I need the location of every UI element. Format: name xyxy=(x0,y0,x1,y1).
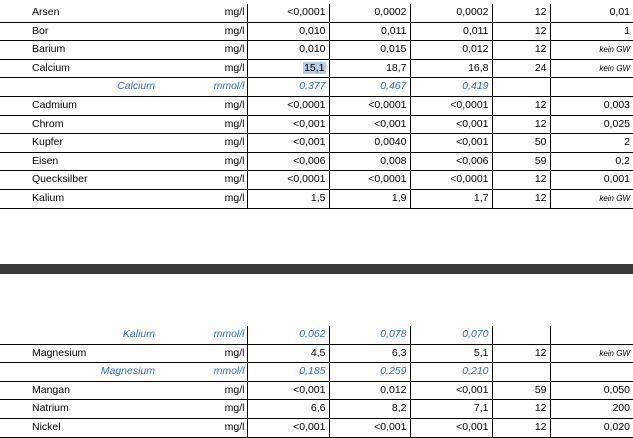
count-cell-text: 12 xyxy=(534,43,547,56)
value-cell-3 xyxy=(410,4,492,22)
value-cell-2 xyxy=(329,41,410,60)
parameter-cell xyxy=(0,363,159,382)
value-cell-1 xyxy=(247,41,329,60)
parameter-cell xyxy=(0,134,159,153)
value-cell-3 xyxy=(410,344,492,363)
unit-cell xyxy=(159,400,247,419)
value-cell-2-text: 18,7 xyxy=(386,61,407,74)
value-cell-1 xyxy=(247,344,329,363)
value-cell-3 xyxy=(410,326,492,344)
value-cell-2-text: 6,3 xyxy=(391,346,407,359)
value-cell-2-text: 0,011 xyxy=(381,24,407,37)
value-cell-3-text: 0,419 xyxy=(462,80,489,93)
value-cell-3-text: 0,011 xyxy=(463,24,489,37)
value-cell-3 xyxy=(410,22,492,41)
limit-cell xyxy=(550,134,633,153)
value-cell-1-text: 0,062 xyxy=(299,328,326,340)
table-row xyxy=(0,22,633,41)
count-cell xyxy=(492,96,550,115)
parameter-cell-text: Kalium xyxy=(122,328,155,340)
limit-cell xyxy=(550,78,633,97)
value-cell-1-text: <0,001 xyxy=(293,383,326,396)
count-cell-text: 12 xyxy=(534,420,547,433)
count-cell-text: 12 xyxy=(534,191,547,204)
table-row xyxy=(0,59,633,78)
unit-cell-text: mmol/l xyxy=(213,80,245,93)
value-cell-3-text: <0,0001 xyxy=(450,98,489,111)
value-cell-2 xyxy=(329,400,410,419)
parameter-cell-text: Cadmium xyxy=(32,98,77,111)
count-cell-text: 59 xyxy=(534,383,547,396)
value-cell-2 xyxy=(329,418,410,437)
value-cell-3 xyxy=(410,381,492,400)
value-cell-3-text: 0,012 xyxy=(462,43,489,56)
value-cell-3-text: <0,001 xyxy=(456,117,489,130)
unit-cell xyxy=(159,22,247,41)
count-cell xyxy=(492,344,550,363)
value-cell-1 xyxy=(247,381,329,400)
value-cell-3-text: 1,7 xyxy=(473,191,489,204)
value-cell-3-text: 0,0002 xyxy=(456,6,489,18)
value-cell-1-text: <0,001 xyxy=(293,117,326,130)
water-analysis-table-top xyxy=(0,4,633,209)
unit-cell-text: mg/l xyxy=(224,6,245,18)
value-cell-3-text: <0,006 xyxy=(456,154,489,167)
value-cell-3 xyxy=(410,59,492,78)
count-cell xyxy=(492,78,550,97)
parameter-cell-text: Calcium xyxy=(117,80,155,93)
parameter-cell xyxy=(0,326,159,344)
value-cell-1 xyxy=(247,171,329,190)
count-cell xyxy=(492,363,550,382)
count-cell xyxy=(492,22,550,41)
parameter-cell xyxy=(0,41,159,60)
limit-cell-text: 0,001 xyxy=(603,173,630,186)
value-cell-1 xyxy=(247,418,329,437)
unit-cell xyxy=(159,78,247,97)
value-cell-1 xyxy=(247,22,329,41)
parameter-cell-text: Eisen xyxy=(32,154,59,167)
limit-cell xyxy=(550,41,633,60)
value-cell-2-text: <0,0001 xyxy=(368,98,407,111)
table-row xyxy=(0,134,633,153)
count-cell xyxy=(492,326,550,344)
unit-cell xyxy=(159,363,247,382)
value-cell-1-text: 1,5 xyxy=(310,191,326,204)
parameter-cell xyxy=(0,96,159,115)
limit-cell xyxy=(550,4,633,22)
limit-cell-text: 200 xyxy=(612,402,630,415)
unit-cell xyxy=(159,344,247,363)
parameter-cell-text: Mangan xyxy=(32,383,70,396)
value-cell-2-text: <0,0001 xyxy=(368,173,407,186)
unit-cell-text: mg/l xyxy=(224,98,245,111)
limit-cell xyxy=(550,96,633,115)
limit-cell xyxy=(550,59,633,78)
value-cell-1-text: 15,1 xyxy=(304,61,325,74)
value-cell-2 xyxy=(329,381,410,400)
value-cell-3 xyxy=(410,134,492,153)
limit-cell xyxy=(550,418,633,437)
count-cell xyxy=(492,400,550,419)
parameter-cell-text: Kalium xyxy=(32,191,65,204)
parameter-cell xyxy=(0,22,159,41)
unit-cell-text: mmol/l xyxy=(213,328,245,340)
value-cell-3 xyxy=(410,418,492,437)
parameter-cell-text: Barium xyxy=(32,43,66,56)
unit-cell xyxy=(159,381,247,400)
count-cell xyxy=(492,381,550,400)
value-cell-2 xyxy=(329,134,410,153)
table-row xyxy=(0,96,633,115)
limit-cell xyxy=(550,152,633,171)
count-cell xyxy=(492,115,550,134)
value-cell-2 xyxy=(329,363,410,382)
page-gap xyxy=(0,226,633,264)
parameter-cell xyxy=(0,115,159,134)
value-cell-1-text: 0,010 xyxy=(299,43,326,56)
value-cell-3-text: <0,001 xyxy=(456,383,489,396)
unit-cell-text: mg/l xyxy=(224,154,245,167)
count-cell-text: 12 xyxy=(534,173,547,186)
value-cell-2-text: 0,015 xyxy=(380,43,407,56)
value-cell-1 xyxy=(247,400,329,419)
parameter-cell xyxy=(0,400,159,419)
value-cell-1-text: <0,0001 xyxy=(287,6,326,18)
value-cell-1-text: <0,0001 xyxy=(287,98,326,111)
limit-cell-text: kein GW xyxy=(599,45,630,55)
unit-cell xyxy=(159,115,247,134)
value-cell-3 xyxy=(410,78,492,97)
limit-cell xyxy=(550,363,633,382)
count-cell-text: 12 xyxy=(534,24,547,37)
value-cell-2-text: 0,012 xyxy=(380,383,407,396)
limit-cell-text: 0,020 xyxy=(603,420,630,433)
unit-cell-text: mg/l xyxy=(224,136,245,149)
parameter-cell-text: Magnesium xyxy=(32,346,87,359)
value-cell-1-text: <0,0001 xyxy=(287,173,326,186)
limit-cell xyxy=(550,381,633,400)
table-row xyxy=(0,4,633,22)
unit-cell xyxy=(159,152,247,171)
parameter-cell-text: Kupfer xyxy=(32,136,63,149)
unit-cell-text: mg/l xyxy=(224,173,245,186)
value-cell-3 xyxy=(410,115,492,134)
unit-cell xyxy=(159,171,247,190)
value-cell-1 xyxy=(247,363,329,382)
value-cell-3-text: <0,0001 xyxy=(450,173,489,186)
table-row xyxy=(0,115,633,134)
table-row-mmol xyxy=(0,78,633,97)
value-cell-2 xyxy=(329,59,410,78)
unit-cell-text: mg/l xyxy=(224,24,245,37)
value-cell-1 xyxy=(247,152,329,171)
table-row xyxy=(0,152,633,171)
value-cell-2-text: 0,467 xyxy=(380,80,407,93)
value-cell-2 xyxy=(329,115,410,134)
value-cell-2 xyxy=(329,22,410,41)
value-cell-3-text: 5,1 xyxy=(473,346,489,359)
limit-cell-text: 0,01 xyxy=(609,6,630,18)
limit-cell-text: 0,2 xyxy=(615,154,630,167)
count-cell-text: 24 xyxy=(534,61,547,74)
parameter-cell-text: Magnesium xyxy=(100,365,155,378)
value-cell-2 xyxy=(329,4,410,22)
value-cell-3-text: 16,8 xyxy=(468,61,489,74)
count-cell xyxy=(492,134,550,153)
value-cell-1 xyxy=(247,96,329,115)
parameter-cell xyxy=(0,381,159,400)
table-row xyxy=(0,400,633,419)
unit-cell-text: mg/l xyxy=(224,43,245,56)
value-cell-2-text: 0,0002 xyxy=(374,6,407,18)
parameter-cell xyxy=(0,59,159,78)
value-cell-2 xyxy=(329,152,410,171)
value-cell-2-text: 0,0040 xyxy=(374,136,407,149)
value-cell-1 xyxy=(247,59,329,78)
value-cell-3 xyxy=(410,152,492,171)
parameter-cell xyxy=(0,4,159,22)
table-row xyxy=(0,344,633,363)
value-cell-2 xyxy=(329,326,410,344)
value-cell-1 xyxy=(247,78,329,97)
table-row xyxy=(0,171,633,190)
unit-cell-text: mg/l xyxy=(224,402,245,415)
unit-cell xyxy=(159,134,247,153)
unit-cell-text: mg/l xyxy=(224,191,245,204)
value-cell-2-text: 1,9 xyxy=(391,191,407,204)
unit-cell xyxy=(159,4,247,22)
unit-cell-text: mg/l xyxy=(224,117,245,130)
value-cell-1-text: 0,377 xyxy=(299,80,326,93)
unit-cell xyxy=(159,418,247,437)
water-analysis-table-bottom xyxy=(0,326,633,438)
page-divider xyxy=(0,264,633,274)
value-cell-2-text: <0,001 xyxy=(374,117,407,130)
count-cell xyxy=(492,41,550,60)
parameter-cell xyxy=(0,418,159,437)
parameter-cell-text: Nickel xyxy=(32,420,61,433)
unit-cell xyxy=(159,59,247,78)
parameter-cell xyxy=(0,78,159,97)
parameter-cell xyxy=(0,152,159,171)
count-cell xyxy=(492,418,550,437)
value-cell-1-text: 0,185 xyxy=(299,365,326,378)
value-cell-2 xyxy=(329,344,410,363)
count-cell xyxy=(492,189,550,208)
count-cell-text: 12 xyxy=(534,402,547,415)
unit-cell-text: mg/l xyxy=(224,383,245,396)
value-cell-1 xyxy=(247,326,329,344)
count-cell-text: 12 xyxy=(534,6,547,18)
value-cell-1-text: <0,006 xyxy=(293,154,326,167)
value-cell-3-text: <0,001 xyxy=(456,420,489,433)
value-cell-3 xyxy=(410,171,492,190)
unit-cell xyxy=(159,41,247,60)
value-cell-1-text: <0,001 xyxy=(293,136,326,149)
value-cell-2 xyxy=(329,171,410,190)
count-cell-text: 59 xyxy=(534,154,547,167)
value-cell-1-text: <0,001 xyxy=(293,420,326,433)
table-row xyxy=(0,41,633,60)
limit-cell xyxy=(550,115,633,134)
limit-cell-text: 2 xyxy=(624,136,630,149)
value-cell-2-text: 0,259 xyxy=(380,365,407,378)
table-row xyxy=(0,381,633,400)
limit-cell xyxy=(550,326,633,344)
value-cell-1 xyxy=(247,189,329,208)
value-cell-2-text: 8,2 xyxy=(391,402,407,415)
parameter-cell-text: Chrom xyxy=(32,117,64,130)
unit-cell-text: mmol/l xyxy=(213,365,245,378)
value-cell-1 xyxy=(247,115,329,134)
value-cell-3-text: 0,210 xyxy=(462,365,489,378)
value-cell-2-text: 0,078 xyxy=(380,328,407,340)
table-row xyxy=(0,418,633,437)
count-cell-text: 12 xyxy=(534,346,547,359)
count-cell xyxy=(492,171,550,190)
limit-cell-text: kein GW xyxy=(599,63,630,73)
limit-cell-text: 0,050 xyxy=(603,383,630,396)
value-cell-2 xyxy=(329,96,410,115)
parameter-cell-text: Calcium xyxy=(32,61,70,74)
parameter-cell xyxy=(0,344,159,363)
unit-cell-text: mg/l xyxy=(224,61,245,74)
limit-cell-text: kein GW xyxy=(599,193,630,203)
parameter-cell-text: Bor xyxy=(32,24,49,37)
value-cell-3 xyxy=(410,363,492,382)
value-cell-2-text: 0,008 xyxy=(380,154,407,167)
value-cell-3 xyxy=(410,96,492,115)
value-cell-1-text: 4,5 xyxy=(310,346,326,359)
value-cell-1 xyxy=(247,4,329,22)
value-cell-2 xyxy=(329,189,410,208)
count-cell xyxy=(492,59,550,78)
value-cell-3-text: 7,1 xyxy=(473,402,489,415)
count-cell-text: 12 xyxy=(534,98,547,111)
table-row-mmol xyxy=(0,326,633,344)
limit-cell-text: kein GW xyxy=(599,348,630,358)
parameter-cell xyxy=(0,189,159,208)
unit-cell-text: mg/l xyxy=(224,346,245,359)
unit-cell xyxy=(159,96,247,115)
limit-cell-text: 1 xyxy=(624,24,630,37)
value-cell-1-text: 0,010 xyxy=(299,24,326,37)
limit-cell-text: 0,003 xyxy=(603,98,630,111)
limit-cell xyxy=(550,189,633,208)
parameter-cell-text: Quecksilber xyxy=(32,173,88,186)
parameter-cell xyxy=(0,171,159,190)
limit-cell xyxy=(550,22,633,41)
limit-cell xyxy=(550,400,633,419)
table-row-mmol xyxy=(0,363,633,382)
unit-cell xyxy=(159,326,247,344)
value-cell-1-text: 6,6 xyxy=(310,402,326,415)
value-cell-3 xyxy=(410,41,492,60)
value-cell-2-text: <0,001 xyxy=(374,420,407,433)
value-cell-3 xyxy=(410,400,492,419)
count-cell xyxy=(492,4,550,22)
value-cell-3-text: <0,001 xyxy=(456,136,489,149)
value-cell-3-text: 0,070 xyxy=(462,328,489,340)
count-cell xyxy=(492,152,550,171)
unit-cell xyxy=(159,189,247,208)
limit-cell-text: 0,025 xyxy=(603,117,630,130)
unit-cell-text: mg/l xyxy=(224,420,245,433)
value-cell-3 xyxy=(410,189,492,208)
parameter-cell-text: Arsen xyxy=(32,6,60,18)
value-cell-2 xyxy=(329,78,410,97)
parameter-cell-text: Natrium xyxy=(32,402,69,415)
count-cell-text: 12 xyxy=(534,117,547,130)
value-cell-1 xyxy=(247,134,329,153)
table-row xyxy=(0,189,633,208)
limit-cell xyxy=(550,344,633,363)
count-cell-text: 50 xyxy=(534,136,547,149)
limit-cell xyxy=(550,171,633,190)
